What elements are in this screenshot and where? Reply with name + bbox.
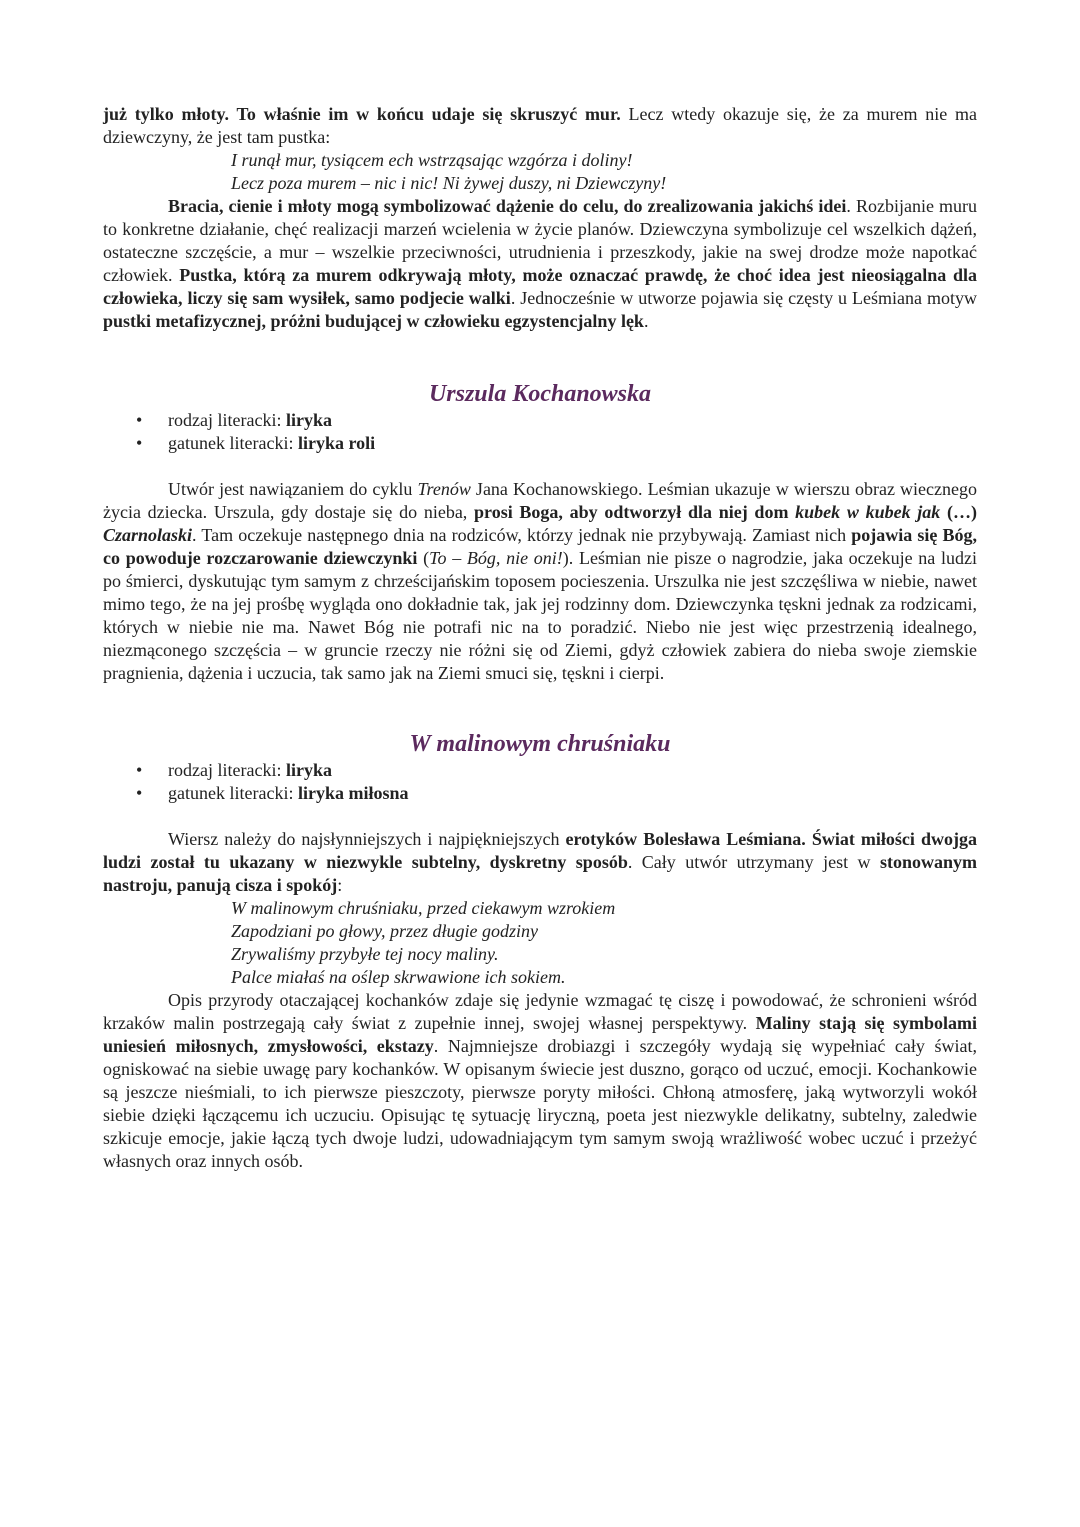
emphasized-text: Trenów bbox=[417, 479, 471, 499]
emphasized-text: pustki metafizycznej, próżni budującej w człowieku egzystencjalny lęk bbox=[103, 311, 644, 331]
text-run: Opis przyrody otaczającej kochanków zdaje się jedynie wzmagać tę ciszę i powodować, że schronieni wśród krzaków malin postrzegają cały świat z zupełnie innej, swojej własnej perspektywy. bbox=[103, 990, 977, 1033]
poem-quote bbox=[103, 897, 977, 989]
emphasized-text: Pustka, którą za murem odkrywają młoty, może oznaczać prawdę, że choć idea jest nieosiągalna dla człowieka, liczy się sam wysiłek, samo podjecie walki bbox=[103, 265, 977, 308]
emphasized-text: To – Bóg, nie oni! bbox=[429, 548, 563, 568]
text-run: Jana Kochanowskiego. Leśmian ukazuje w wierszu obraz wiecznego życia dziecka. Urszula, gdy dostaje się do nieba, bbox=[103, 479, 977, 522]
emphasized-text: erotyków Bolesława Leśmiana. Świat miłości dwojga ludzi został tu ukazany w niezwykle subtelny, dyskretny sposób bbox=[103, 829, 977, 872]
bullet-value: liryka bbox=[285, 410, 332, 430]
bullet-item bbox=[103, 782, 977, 805]
poem-line: Zrywaliśmy przybyłe tej nocy maliny. bbox=[231, 944, 499, 964]
text-run: Wiersz należy do najsłynniejszych i najpiękniejszych bbox=[168, 829, 566, 849]
emphasized-text: (…) bbox=[940, 502, 977, 522]
text-run: . Jednocześnie w utworze pojawia się częsty u Leśmiana motyw bbox=[510, 288, 977, 308]
paragraph bbox=[103, 195, 977, 333]
text-run: : bbox=[337, 875, 343, 895]
paragraph bbox=[103, 478, 977, 685]
bullet-icon: • bbox=[136, 760, 143, 780]
poem-line: Lecz poza murem – nic i nic! Ni żywej duszy, ni Dziewczyny! bbox=[231, 173, 667, 193]
bullet-item bbox=[103, 409, 977, 432]
bullet-item bbox=[103, 759, 977, 782]
paragraph bbox=[103, 103, 977, 149]
bullet-label: rodzaj literacki: bbox=[168, 410, 286, 430]
bullet-list bbox=[103, 409, 977, 455]
text-run: Utwór jest nawiązaniem do cyklu bbox=[168, 479, 418, 499]
bullet-list bbox=[103, 759, 977, 805]
text-run: . Cały utwór utrzymany jest w bbox=[627, 852, 880, 872]
emphasized-text: kubek w kubek jak bbox=[795, 502, 941, 522]
bullet-value: liryka roli bbox=[297, 433, 376, 453]
bullet-icon: • bbox=[136, 410, 143, 430]
emphasized-text: stonowanym nastroju, panują cisza i spokój bbox=[103, 852, 977, 895]
emphasized-text: już tylko młoty. To właśnie im w końcu udaje się skruszyć mur. bbox=[103, 104, 621, 124]
section-w-malinowym-chrusniaku bbox=[103, 729, 977, 1173]
bullet-item bbox=[103, 432, 977, 455]
poem-quote bbox=[103, 149, 977, 195]
bullet-value: liryka bbox=[285, 760, 332, 780]
text-run: Lecz wtedy okazuje się, że za murem nie ma dziewczyny, że jest tam pustka: bbox=[103, 104, 978, 147]
section-heading: W malinowym chruśniaku bbox=[409, 731, 671, 757]
paragraph bbox=[103, 989, 977, 1173]
text-run: ( bbox=[417, 548, 430, 568]
text-run: . Najmniejsze drobiazgi i szczegóły wydają się wypełniać cały świat, ogniskować na siebie uwagę pary kochanków. W opisanym świecie jest duszno, gorąco od uczuć, emocji. Kochankowie są jeszcze nieśmiali, to ich pierwsze pieszczoty, pierwsze poryty miłości. Chłoną atmosferę, jaką wytworzyli wokół siebie dzięki łączącemu ich uczuciu. Opisując tę sytuację liryczną, poeta jest niezwykle delikatny, subtelny, zaledwie szkicuje emocje, jakie łączą tych dwoje ludzi, udowadniającym tym samym swoją wrażliwość wobec uczuć i przeżyć własnych oraz innych osób. bbox=[103, 1036, 977, 1171]
section-intro bbox=[103, 103, 977, 333]
bullet-label: gatunek literacki: bbox=[168, 783, 298, 803]
section-urszula-kochanowska bbox=[103, 379, 977, 685]
poem-line: I runął mur, tysiącem ech wstrząsając wzgórza i doliny! bbox=[231, 150, 633, 170]
poem-line: Zapodziani po głowy, przez długie godziny bbox=[231, 921, 539, 941]
section-heading: Urszula Kochanowska bbox=[428, 381, 652, 407]
bullet-icon: • bbox=[136, 433, 143, 453]
poem-line: Palce miałaś na oślep skrwawione ich sokiem. bbox=[231, 967, 566, 987]
poem-line: W malinowym chruśniaku, przed ciekawym wzrokiem bbox=[231, 898, 616, 918]
bullet-value: liryka miłosna bbox=[297, 783, 409, 803]
emphasized-text: prosi Boga, aby odtworzył dla niej dom bbox=[474, 502, 796, 522]
emphasized-text: Czarnolaski bbox=[103, 525, 193, 545]
text-run: . Tam oczekuje następnego dnia na rodziców, którzy jednak nie przybywają. Zamiast nich bbox=[192, 525, 852, 545]
bullet-label: rodzaj literacki: bbox=[168, 760, 286, 780]
emphasized-text: pojawia się Bóg, co powoduje rozczarowanie dziewczynki bbox=[103, 525, 977, 568]
paragraph bbox=[103, 828, 977, 897]
text-run: . Rozbijanie muru to konkretne działanie, chęć realizacji marzeń wcielenia w życie planów. Dziewczyna symbolizuje cel wszelkich dążeń, ostateczne szczęście, a mur – wszelkie przeciwności, utrudnienia i przeszkody, jakie na swej drodze może napotkać człowiek. bbox=[103, 196, 977, 285]
text-run: . bbox=[643, 311, 649, 331]
emphasized-text: Maliny stają się symbolami uniesień miłosnych, zmysłowości, ekstazy bbox=[103, 1013, 977, 1056]
text-run: ). Leśmian nie pisze o nagrodzie, jaka oczekuje na ludzi po śmierci, dyskutując tym samym z chrześcijańskim toposem pocieszenia. Urszulka nie jest szczęśliwa w niebie, nawet mimo tego, że na jej prośbę wygląda ono dokładnie tak, jak jej rodzinny dom. Dziewczynka tęskni jednak za rodzicami, których w niebie nie ma. Nawet Bóg nie potrafi nic na to poradzić. Niebo nie jest więc przestrzenią idealnego, niezmąconego szczęścia – w gruncie rzeczy nie różni się od Ziemi, gdyż człowiek zabiera do nieba swoje ziemskie pragnienia, dążenia i uczucia, tak samo jak na Ziemi smuci się, tęskni i cierpi. bbox=[103, 548, 977, 683]
bullet-label: gatunek literacki: bbox=[168, 433, 298, 453]
bullet-icon: • bbox=[136, 783, 143, 803]
emphasized-text: Bracia, cienie i młoty mogą symbolizować dążenie do celu, do zrealizowania jakichś idei bbox=[168, 196, 847, 216]
